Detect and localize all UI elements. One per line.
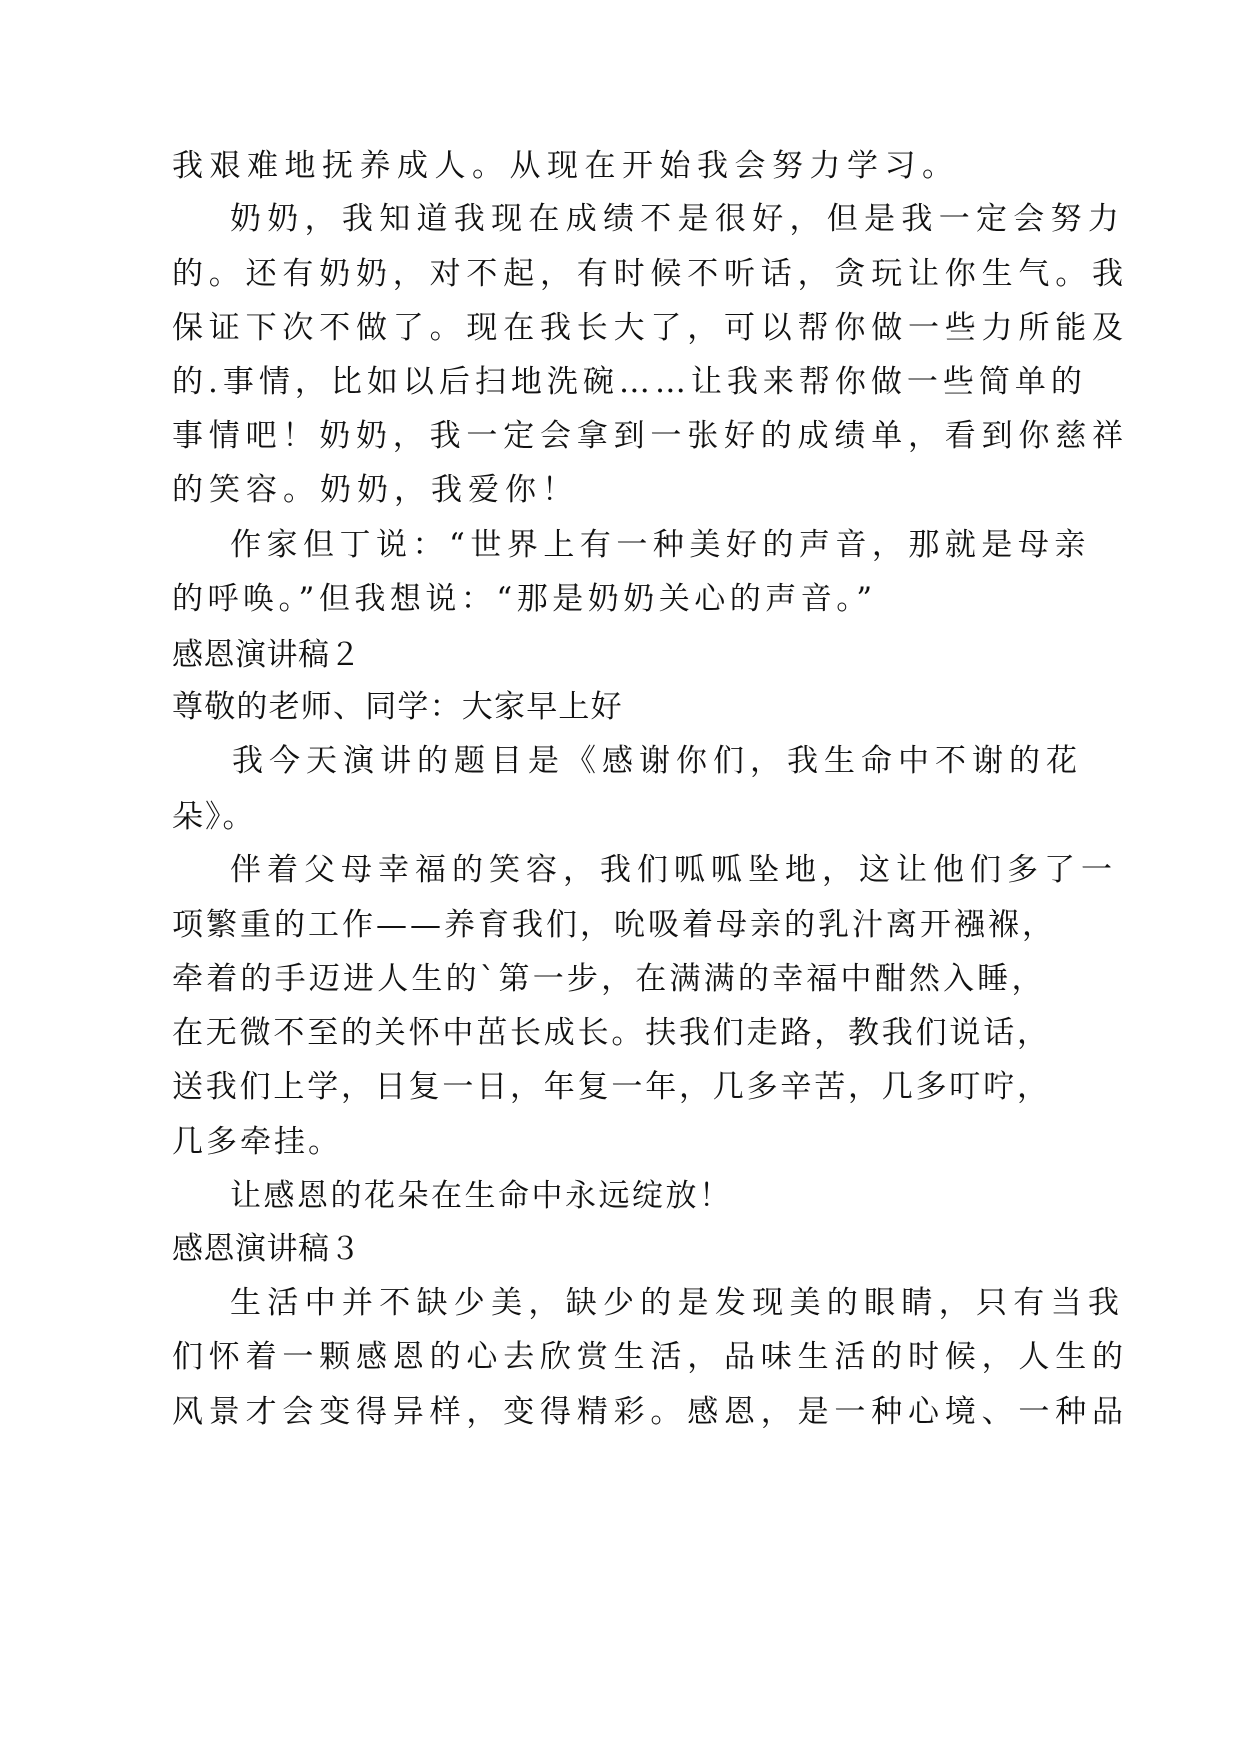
section-heading: 感恩演讲稿３ [172,1231,361,1267]
text-line: 们怀着一颗感恩的心去欣赏生活，品味生活的时候，人生的 [172,1339,1129,1375]
text-line: 事情吧！奶奶，我一定会拿到一张好的成绩单，看到你慈祥 [172,418,1129,454]
text-line: 作家但丁说：“世界上有一种美好的声音，那就是母亲 [230,527,1091,563]
text-line: 送我们上学，日复一日，年复一年，几多辛苦，几多叮咛， [172,1069,1051,1105]
text-line: 的笑容。奶奶，我爱你！ [172,472,579,508]
text-line: 项繁重的工作——养育我们，吮吸着母亲的乳汁离开襁褓， [172,907,1056,943]
text-line: 保证下次不做了。现在我长大了，可以帮你做一些力所能及 [172,310,1129,346]
text-line: 伴着父母幸福的笑容，我们呱呱坠地，这让他们多了一 [230,852,1118,888]
text-line: 朵》。 [172,799,256,835]
text-line: 在无微不至的关怀中茁长成长。扶我们走路，教我们说话， [172,1015,1051,1051]
text-line: 我艰难地抚养成人。从现在开始我会努力学习。 [172,148,960,184]
text-line: 生活中并不缺少美，缺少的是发现美的眼睛，只有当我 [230,1285,1126,1321]
text-line: 奶奶，我知道我现在成绩不是很好，但是我一定会努力 [230,201,1126,237]
section-heading: 感恩演讲稿２ [172,637,361,673]
text-line: 让感恩的花朵在生命中永远绽放！ [230,1178,733,1214]
text-line: 的呼唤。”但我想说：“那是奶奶关心的声音。” [172,581,877,617]
text-line: 尊敬的老师、同学：大家早上好 [172,689,623,725]
text-line: 几多牵挂。 [172,1124,342,1160]
text-line: 的。还有奶奶，对不起，有时候不听话，贪玩让你生气。我 [172,256,1129,292]
text-line: 我今天演讲的题目是《感谢你们，我生命中不谢的花 [232,743,1083,779]
text-line: 风景才会变得异样，变得精彩。感恩，是一种心境、一种品 [172,1394,1129,1430]
text-line: 的.事情，比如以后扫地洗碗……让我来帮你做一些简单的 [172,364,1087,400]
text-line: 牵着的手迈进人生的`第一步，在满满的幸福中酣然入睡， [172,961,1046,997]
